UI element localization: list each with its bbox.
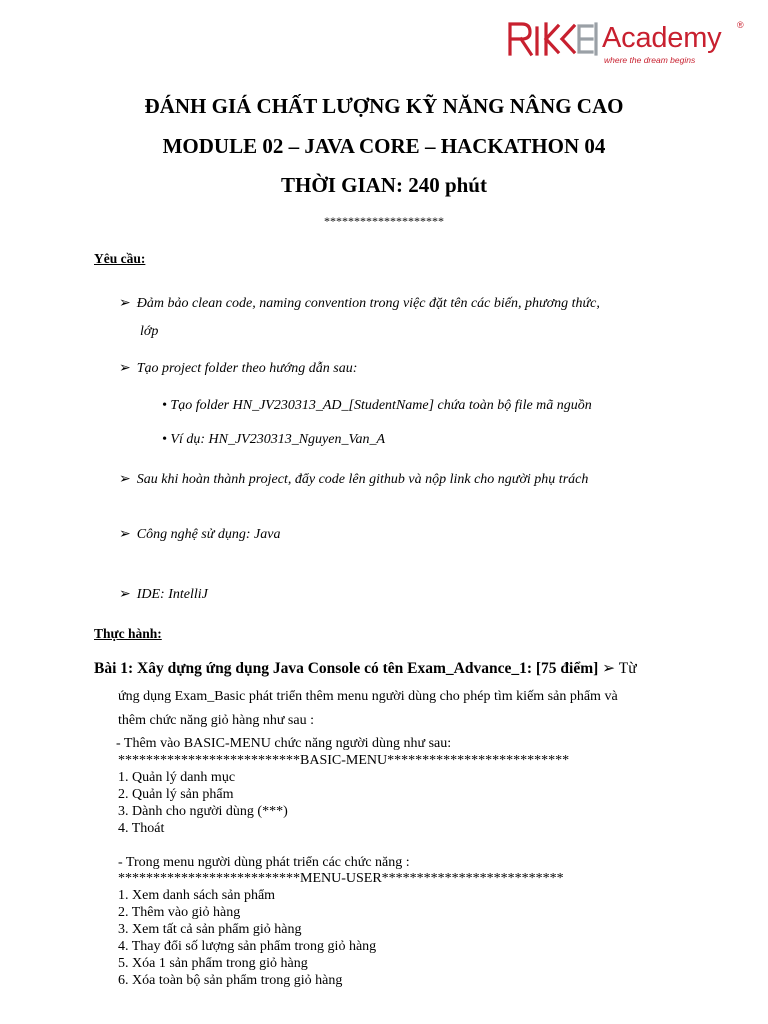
basic-menu-intro: - Thêm vào BASIC-MENU chức năng người dùng như sau:	[116, 736, 452, 751]
requirement-sub-2: • Ví dụ: HN_JV230313_Nguyen_Van_A	[162, 432, 386, 447]
basic-menu-item: 4. Thoát	[118, 821, 165, 836]
arrow-bullet-icon: ➢	[119, 472, 131, 487]
user-menu-intro: - Trong menu người dùng phát triển các chức năng :	[118, 855, 410, 870]
requirement-item-1-cont: lớp	[140, 324, 159, 339]
requirement-item-3: ➢ Sau khi hoàn thành project, đẩy code lên github và nộp link cho người phụ trách	[119, 472, 589, 487]
user-menu-item: 3. Xem tất cả sản phẩm giỏ hàng	[118, 922, 302, 937]
logo-wordmark: Academy	[602, 22, 722, 54]
arrow-bullet-icon: ➢	[119, 361, 131, 376]
basic-menu-item: 3. Dành cho người dùng (***)	[118, 804, 288, 819]
user-menu-item: 4. Thay đổi số lượng sản phẩm trong giỏ hàng	[118, 939, 377, 954]
title-line-2: MODULE 02 – JAVA CORE – HACKATHON 04	[162, 134, 606, 158]
user-menu-item: 1. Xem danh sách sản phẩm	[118, 888, 276, 903]
basic-menu-header: **************************BASIC-MENU**************************	[118, 753, 570, 768]
title-line-1: ĐÁNH GIÁ CHẤT LƯỢNG KỸ NĂNG NÂNG CAO	[144, 94, 624, 118]
requirement-item-1: ➢ Đảm bảo clean code, naming convention trong việc đặt tên các biến, phương thức,	[119, 296, 600, 311]
rikkei-academy-logo	[506, 18, 751, 68]
user-menu-header: **************************MENU-USER**************************	[118, 871, 564, 886]
exercise-1-title-tail: ➢ Từ	[602, 660, 637, 677]
title-line-3: THỜI GIAN: 240 phút	[281, 173, 487, 197]
basic-menu-item: 1. Quản lý danh mục	[118, 770, 236, 785]
practice-heading: Thực hành:	[94, 626, 162, 641]
user-menu-item: 5. Xóa 1 sản phẩm trong giỏ hàng	[118, 956, 308, 971]
requirement-item-5: ➢ IDE: IntelliJ	[119, 587, 208, 602]
exercise-1-title: Bài 1: Xây dựng ứng dụng Java Console có tên Exam_Advance_1: [75 điểm] ➢ Từ	[94, 660, 637, 677]
arrow-bullet-icon: ➢	[119, 296, 131, 311]
user-menu-item: 6. Xóa toàn bộ sản phẩm trong giỏ hàng	[118, 973, 343, 988]
basic-menu-item: 2. Quản lý sản phẩm	[118, 787, 234, 802]
arrow-bullet-icon: ➢	[119, 527, 131, 542]
arrow-bullet-icon: ➢	[119, 587, 131, 602]
requirements-heading: Yêu cầu:	[94, 251, 146, 266]
rikkei-mark-icon	[506, 18, 601, 58]
logo-tagline: where the dream begins	[604, 55, 696, 65]
registered-mark: ®	[737, 20, 744, 30]
requirement-item-4: ➢ Công nghệ sử dụng: Java	[119, 527, 281, 542]
user-menu-item: 2. Thêm vào giỏ hàng	[118, 905, 241, 920]
exercise-1-desc-line-1: ứng dụng Exam_Basic phát triển thêm menu người dùng cho phép tìm kiếm sản phẩm và	[118, 689, 618, 704]
requirement-item-2: ➢ Tạo project folder theo hướng dẫn sau:	[119, 361, 358, 376]
exercise-1-desc-line-2: thêm chức năng giỏ hàng như sau :	[118, 713, 314, 728]
separator-stars: ********************	[324, 214, 444, 228]
requirement-sub-1: • Tạo folder HN_JV230313_AD_[StudentName] chứa toàn bộ file mã nguồn	[162, 398, 592, 413]
